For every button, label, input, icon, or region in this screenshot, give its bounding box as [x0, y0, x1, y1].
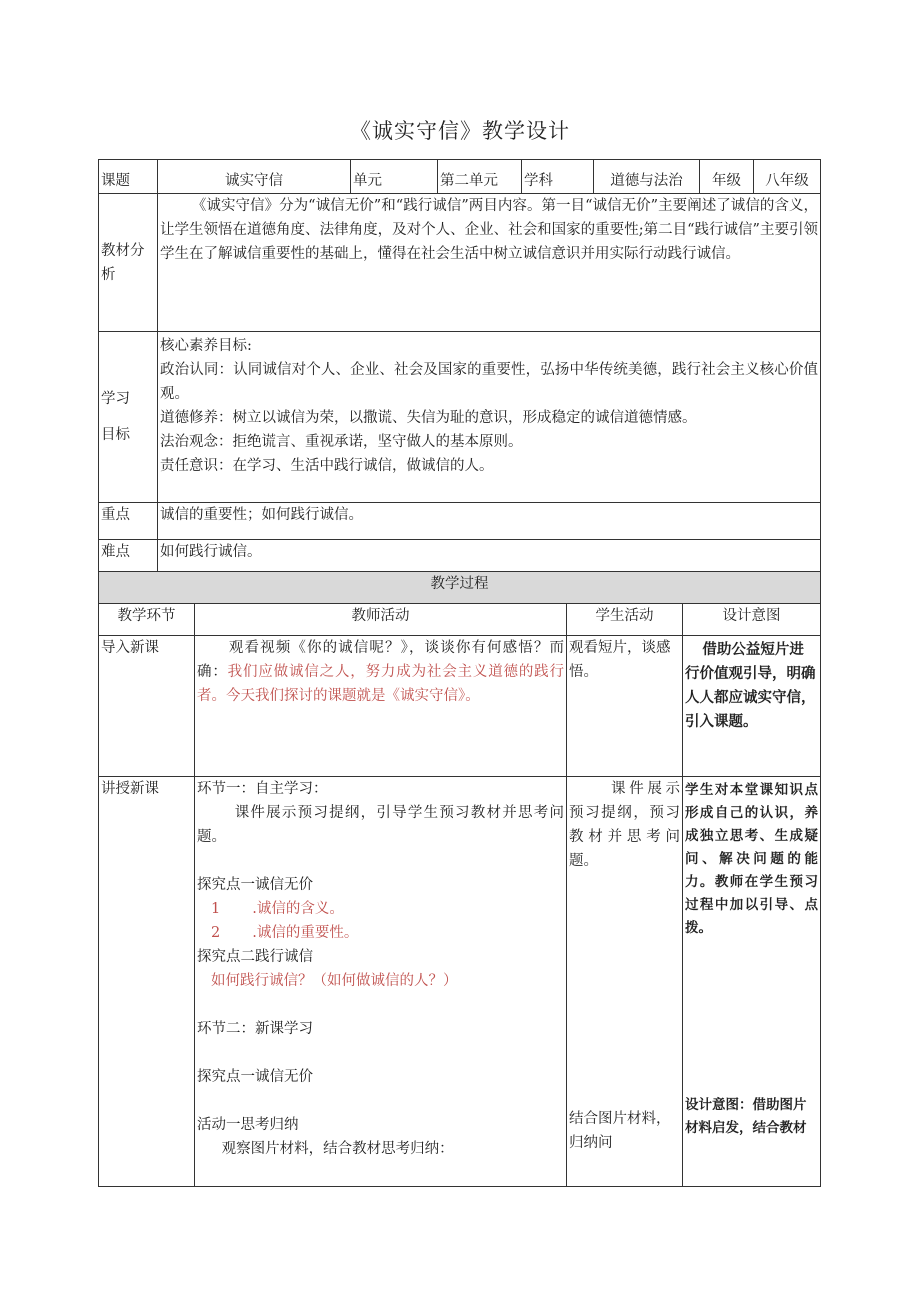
unit-value: 第二单元: [438, 160, 522, 194]
spacer: [197, 993, 564, 1017]
difficulty-text: 如何践行诚信。: [158, 540, 821, 572]
intro-row: [99, 636, 821, 777]
analysis-label: [99, 194, 158, 332]
item1: [197, 897, 564, 921]
new-student: [567, 777, 683, 1187]
intro-teacher: [195, 636, 567, 777]
grade-label: 年级: [700, 160, 754, 194]
column-header-row: [99, 604, 821, 636]
student-text1: 课件展示预习提纲，预习教材并思考问题。: [569, 781, 680, 869]
student-text2: 结合图片材料，归纳问: [569, 1111, 671, 1151]
process-header: 教学过程: [99, 572, 821, 604]
subject-label: 学科: [522, 160, 594, 194]
analysis-row: [99, 194, 821, 332]
goals-line: 道德修养：树立以诚信为荣，以撒谎、失信为耻的意识，形成稳定的诚信道德情感。: [160, 410, 697, 426]
spacer: [197, 849, 564, 873]
intro-student: 观看短片，谈感悟。: [567, 636, 683, 777]
course-label: 课题: [99, 160, 158, 194]
goals-label-line1: 学习: [101, 391, 130, 407]
step1-desc: 课件展示预习提纲，引导学生预习教材并思考问题。: [197, 805, 564, 845]
explore1-title: 探究点一诚信无价: [197, 877, 313, 893]
key-point-label: 重点: [99, 503, 158, 540]
new-lesson-row: [99, 777, 821, 1187]
step1-title: 环节一：自主学习：: [197, 781, 328, 797]
new-teacher: [195, 777, 567, 1187]
explore2-question: 如何践行诚信？（如何做诚信的人？）: [211, 973, 458, 989]
column-header-stage: 教学环节: [99, 604, 195, 636]
spacer: [197, 1041, 564, 1065]
column-header-student: 学生活动: [567, 604, 683, 636]
analysis-label-line1: 教材分: [101, 242, 145, 259]
new-stage: 讲授新课: [99, 777, 195, 1187]
analysis-label-line2: 析: [101, 266, 116, 283]
explore2-title: 探究点二践行诚信: [197, 949, 313, 965]
key-point-row: [99, 503, 821, 540]
item1-text: .诚信的含义。: [252, 901, 344, 917]
goals-line: 核心素养目标:: [160, 338, 252, 354]
goals-label-line2: 目标: [101, 427, 130, 443]
analysis-text: 《诚实守信》分为“诚信无价”和“践行诚信”两目内容。第一目“诚信无价”主要阐述了诚信的含义，让学生领悟在道德角度、法律角度，及对个人、企业、社会和国家的重要性;第二目“践行诚信”主要引领学生在了解诚信重要性的基础上，懂得在社会生活中树立诚信意识并用实际行动践行诚信。: [158, 194, 821, 332]
intro-intent: 借助公益短片进行价值观引导，明确人人都应诚实守信，引入课题。: [683, 636, 821, 777]
activity1-desc: 观察图片材料，结合教材思考归纳：: [221, 1141, 454, 1157]
process-header-row: [99, 572, 821, 604]
info-row: [99, 160, 821, 194]
spacer: [569, 873, 680, 1107]
activity1-title: 活动一思考归纳: [197, 1117, 299, 1133]
item2-num: 2: [211, 925, 221, 941]
unit-label: 单元: [351, 160, 438, 194]
goals-content: [158, 332, 821, 503]
intent-text2: 设计意图：借助图片材料启发，结合教材: [685, 1097, 807, 1136]
goals-line: 政治认同：认同诚信对个人、企业、社会及国家的重要性，弘扬中华传统美德，践行社会主义核心价值观。: [160, 362, 818, 402]
column-header-teacher: 教师活动: [195, 604, 567, 636]
spacer: [685, 940, 818, 1094]
new-intent: [683, 777, 821, 1187]
process-table: [98, 571, 821, 1187]
difficulty-label: 难点: [99, 540, 158, 572]
intro-teacher-answer: 我们应做诚信之人，努力成为社会主义道德的践行者。今天我们探讨的课题就是《诚实守信》。: [197, 664, 565, 704]
goals-line: 责任意识：在学习、生活中践行诚信，做诚信的人。: [160, 458, 494, 474]
item2: [197, 921, 564, 945]
item2-text: .诚信的重要性。: [252, 925, 359, 941]
intro-teacher-text: 观看视频《你的诚信呢？》，谈谈你有何感悟？而确：: [197, 640, 564, 680]
step2-title: 环节二：新课学习: [197, 1021, 313, 1037]
intro-stage: 导入新课: [99, 636, 195, 777]
goals-row: [99, 332, 821, 503]
item1-num: 1: [211, 901, 221, 917]
goals-label: [99, 332, 158, 503]
spacer: [197, 1089, 564, 1113]
info-table: [98, 159, 821, 572]
subject-value: 道德与法治: [594, 160, 700, 194]
goals-line: 法治观念：拒绝谎言、重视承诺，坚守做人的基本原则。: [160, 434, 523, 450]
key-point-text: 诚信的重要性；如何践行诚信。: [158, 503, 821, 540]
explore1b-title: 探究点一诚信无价: [197, 1069, 313, 1085]
document-title: 《诚实守信》教学设计: [350, 119, 570, 143]
difficulty-row: [99, 540, 821, 572]
course-value: 诚实守信: [158, 160, 351, 194]
grade-value: 八年级: [754, 160, 821, 194]
column-header-intent: 设计意图: [683, 604, 821, 636]
intent-text1: 学生对本堂课知识点形成自己的认识，养成独立思考、生成疑问、解决问题的能力。教师在学生预习过程中加以引导、点拨。: [685, 782, 818, 936]
